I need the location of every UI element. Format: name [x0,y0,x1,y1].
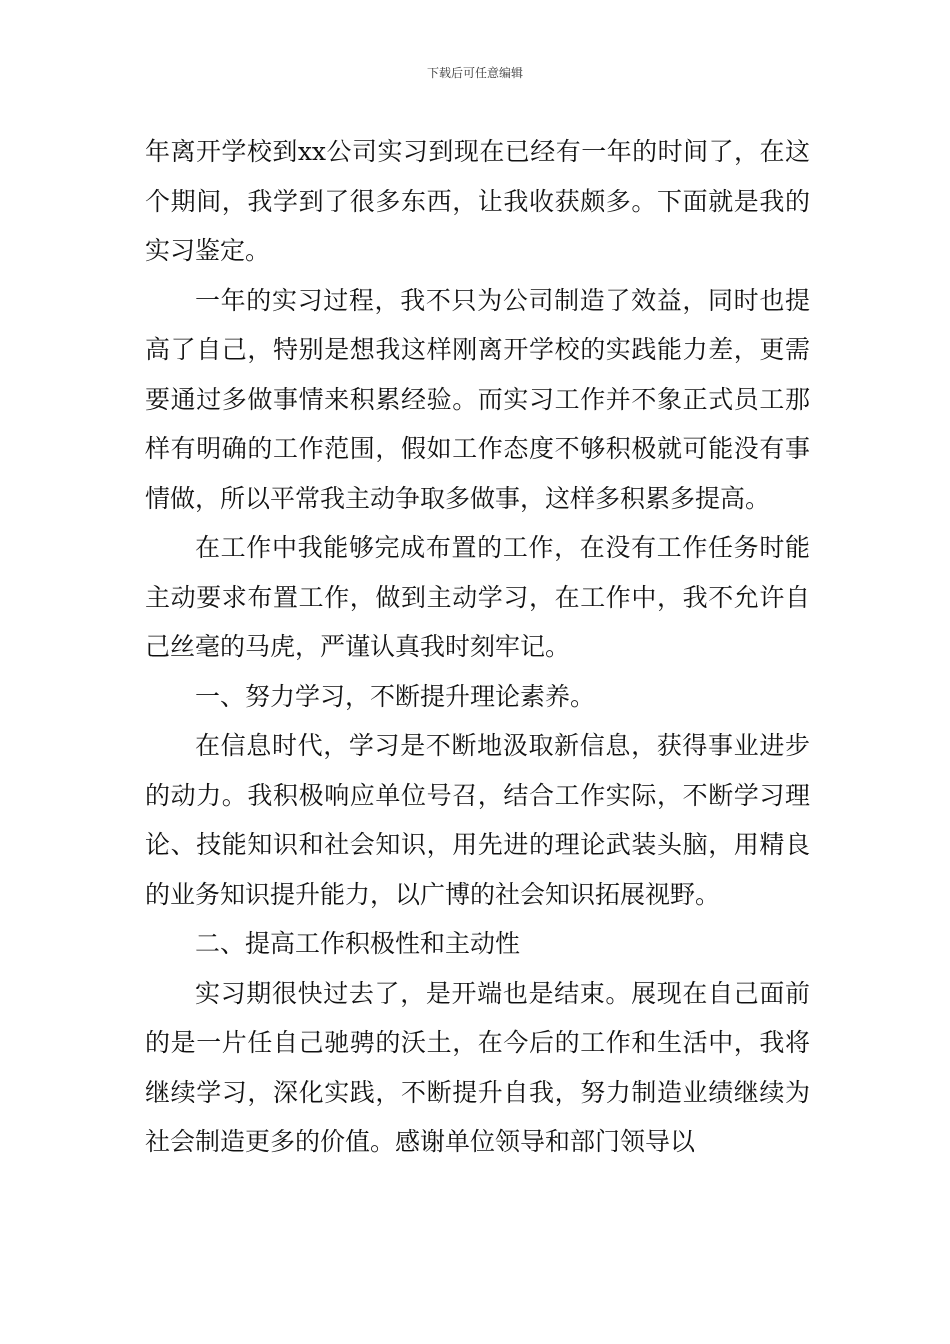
paragraph-work-attitude: 在工作中我能够完成布置的工作，在没有工作任务时能主动要求布置工作，做到主动学习，在工作中，我不允许自己丝毫的马虎，严谨认真我时刻牢记。 [145,533,810,661]
paragraph-learning: 在信息时代，学习是不断地汲取新信息，获得事业进步的动力。我积极响应单位号召，结合工作实际，不断学习理论、技能知识和社会知识，用先进的理论武装头脑，用精良的业务知识提升能力，以广博的社会知识拓展视野。 [145,731,810,909]
document-body [145,127,810,1167]
paragraph-internship-process: 一年的实习过程，我不只为公司制造了效益，同时也提高了自己，特别是想我这样刚离开学校的实践能力差，更需要通过多做事情来积累经验。而实习工作并不象正式员工那样有明确的工作范围，假如工作态度不够积极就可能没有事情做，所以平常我主动争取多做事，这样多积累多提高。 [145,285,810,513]
paragraph-conclusion: 实习期很快过去了，是开端也是结束。展现在自己面前的是一片任自己驰骋的沃土，在今后的工作和生活中，我将继续学习，深化实践，不断提升自我，努力制造业绩继续为社会制造更多的价值。感谢单位领导和部门领导以 [145,978,810,1156]
page-header: 下载后可任意编辑 [426,66,523,80]
section-heading-initiative: 二、提高工作积极性和主动性 [195,929,521,958]
section-heading-learning: 一、努力学习，不断提升理论素养。 [195,681,596,711]
paragraph-intro: 年离开学校到xx公司实习到现在已经有一年的时间了，在这个期间，我学到了很多东西，让我收获颇多。下面就是我的实习鉴定。 [145,137,810,265]
